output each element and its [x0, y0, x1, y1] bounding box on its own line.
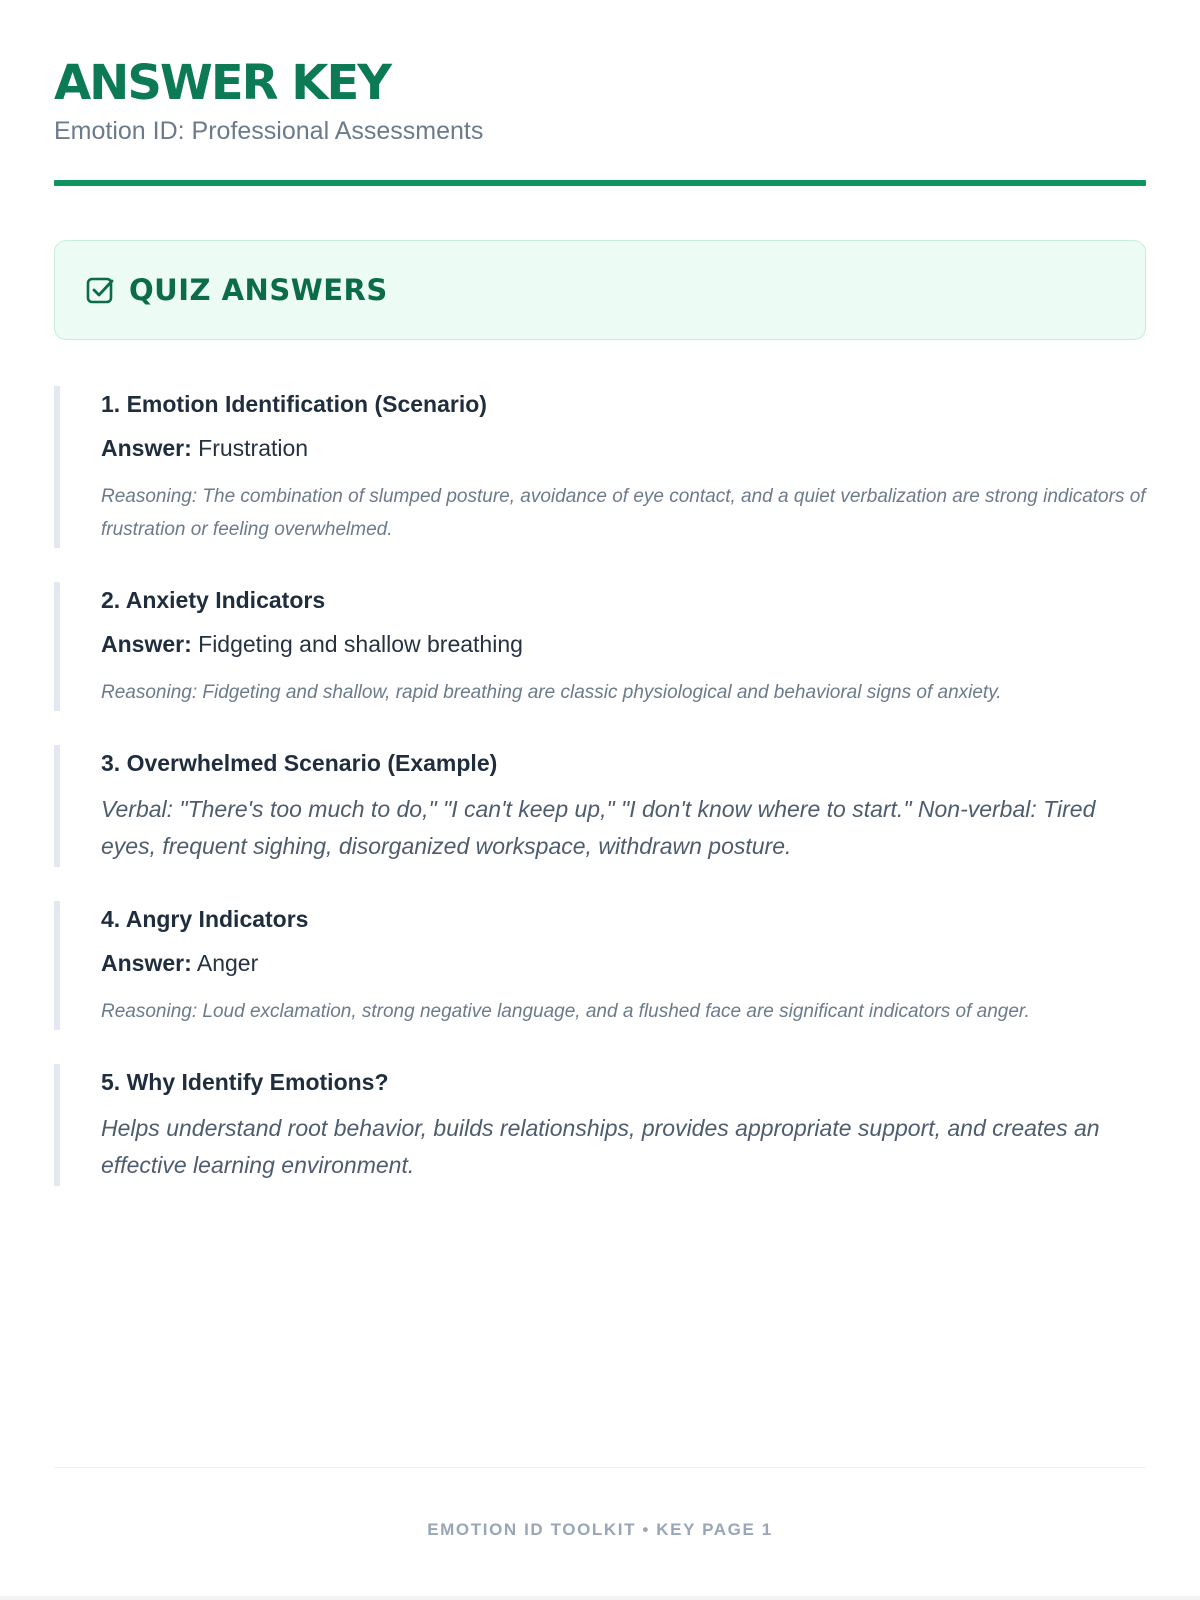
- page-header: [54, 0, 1146, 146]
- answer-item-2: [54, 582, 1146, 711]
- page-title: ANSWER KEY: [54, 55, 391, 111]
- page-footer: EMOTION ID TOOLKIT • KEY PAGE 1: [427, 1520, 773, 1539]
- answer-line: [101, 628, 1146, 660]
- answer-item-3: [54, 745, 1146, 867]
- answer-value: Frustration: [198, 435, 309, 461]
- header-divider: [54, 180, 1146, 186]
- answer-label: Answer:: [101, 950, 192, 976]
- question-title: 5. Why Identify Emotions?: [101, 1069, 389, 1095]
- example-answer: Verbal: "There's too much to do," "I can't keep up," "I don't know where to start." Non-verbal: Tired eyes, frequent sighing, disorganized workspace, withdrawn posture.: [101, 796, 1096, 859]
- answer-line: [101, 947, 1146, 979]
- footer-divider: [54, 1467, 1146, 1468]
- answer-item-4: [54, 901, 1146, 1030]
- answer-reasoning: Reasoning: Loud exclamation, strong negative language, and a flushed face are significant indicators of anger.: [101, 1001, 1030, 1022]
- answer-label: Answer:: [101, 631, 192, 657]
- answer-item-1: [54, 386, 1146, 548]
- page-subtitle: Emotion ID: Professional Assessments: [54, 117, 484, 145]
- answer-reasoning: Reasoning: The combination of slumped posture, avoidance of eye contact, and a quiet verbalization are strong indicators of frustration or feeling overwhelmed.: [101, 486, 1146, 540]
- question-title: 3. Overwhelmed Scenario (Example): [101, 750, 498, 776]
- answer-line: [101, 432, 1146, 464]
- example-answer: Helps understand root behavior, builds relationships, provides appropriate support, and creates an effective learning environment.: [101, 1115, 1100, 1178]
- section-header: [54, 240, 1146, 340]
- answer-reasoning: Reasoning: Fidgeting and shallow, rapid breathing are classic physiological and behavioral signs of anxiety.: [101, 682, 1002, 703]
- answer-value: Anger: [196, 950, 259, 976]
- section-title: QUIZ ANSWERS: [129, 273, 388, 307]
- answer-value: Fidgeting and shallow breathing: [198, 631, 523, 657]
- answer-item-5: [54, 1064, 1146, 1186]
- answers-list: [54, 386, 1146, 1186]
- question-title: 1. Emotion Identification (Scenario): [101, 391, 487, 417]
- answer-label: Answer:: [101, 435, 192, 461]
- question-title: 2. Anxiety Indicators: [101, 587, 326, 613]
- question-title: 4. Angry Indicators: [101, 906, 309, 932]
- checkbox-icon: [85, 275, 115, 305]
